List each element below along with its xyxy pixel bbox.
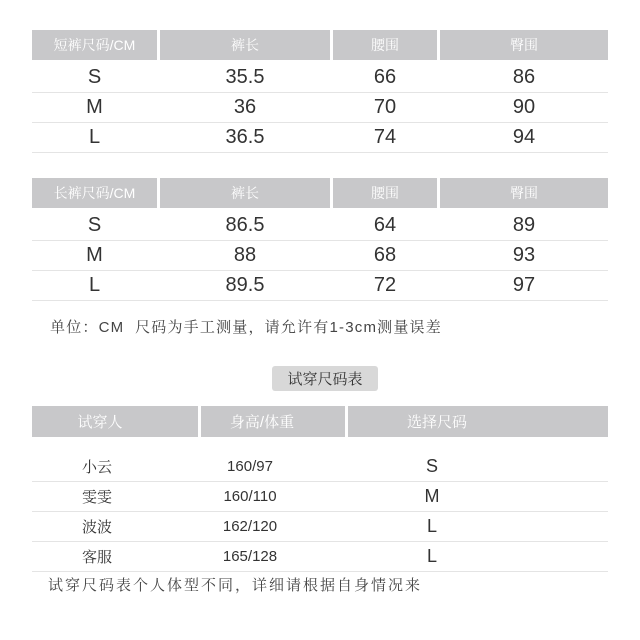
tester-cell: 客服 — [81, 549, 112, 566]
height-weight-cell: 160/97 — [227, 458, 273, 475]
header-chosen-size: 选择尺码 — [348, 406, 608, 437]
header-height-weight: 身高/体重 — [201, 406, 345, 437]
header-length: 裤长 — [160, 178, 330, 208]
height-weight-cell: 160/110 — [223, 488, 277, 505]
header-waist: 腰围 — [333, 30, 437, 60]
length-cell: 36.5 — [225, 126, 265, 148]
length-cell: 36 — [233, 96, 257, 118]
chosen-size-cell: L — [426, 546, 437, 566]
hip-cell: 97 — [512, 274, 536, 296]
length-cell: 88 — [233, 244, 257, 266]
size-cell: S — [87, 214, 102, 236]
hip-cell: 94 — [512, 126, 536, 148]
waist-cell: 64 — [373, 214, 397, 236]
length-cell: 89.5 — [225, 274, 265, 296]
waist-cell: 72 — [373, 274, 397, 296]
hip-cell: 86 — [512, 66, 536, 88]
table-row — [32, 63, 608, 93]
size-cell: S — [87, 66, 102, 88]
table-row — [32, 211, 608, 241]
hip-cell: 90 — [512, 96, 536, 118]
table-row — [32, 93, 608, 123]
tester-cell: 雯雯 — [81, 489, 112, 506]
trial-footer-note: 试穿尺码表个人体型不同，详细请根据自身情况来 — [48, 577, 423, 594]
header-size: 短裤尺码/CM — [32, 30, 157, 60]
table-row — [32, 452, 608, 482]
table-row — [32, 271, 608, 301]
tester-cell: 波波 — [81, 519, 112, 536]
chosen-size-cell: S — [425, 456, 438, 476]
trial-size-table — [32, 406, 608, 572]
size-cell: L — [88, 274, 101, 296]
pants-size-table — [32, 178, 608, 300]
waist-cell: 66 — [373, 66, 397, 88]
trial-title-badge: 试穿尺码表 — [272, 366, 378, 391]
table-row — [32, 482, 608, 512]
size-cell: L — [88, 126, 101, 148]
header-length: 裤长 — [160, 30, 330, 60]
chosen-size-cell: M — [424, 486, 440, 506]
size-cell: M — [86, 244, 103, 266]
table-row — [32, 123, 608, 153]
waist-cell: 68 — [373, 244, 397, 266]
shorts-size-table — [32, 30, 608, 152]
table-row — [32, 512, 608, 542]
header-hip: 臀围 — [440, 30, 608, 60]
chosen-size-cell: L — [426, 516, 437, 536]
table-row — [32, 241, 608, 271]
table-row — [32, 542, 608, 572]
tester-cell: 小云 — [81, 459, 112, 476]
measurement-note: 单位：CM 尺码为手工测量，请允许有1-3cm测量误差 — [50, 319, 442, 336]
height-weight-cell: 162/120 — [222, 518, 278, 535]
hip-cell: 93 — [512, 244, 536, 266]
hip-cell: 89 — [512, 214, 536, 236]
header-waist: 腰围 — [333, 178, 437, 208]
size-cell: M — [86, 96, 103, 118]
waist-cell: 70 — [373, 96, 397, 118]
waist-cell: 74 — [373, 126, 397, 148]
header-size: 长裤尺码/CM — [32, 178, 157, 208]
length-cell: 35.5 — [225, 66, 265, 88]
header-tester: 试穿人 — [32, 406, 198, 437]
length-cell: 86.5 — [225, 214, 265, 236]
height-weight-cell: 165/128 — [222, 548, 278, 565]
header-hip: 臀围 — [440, 178, 608, 208]
